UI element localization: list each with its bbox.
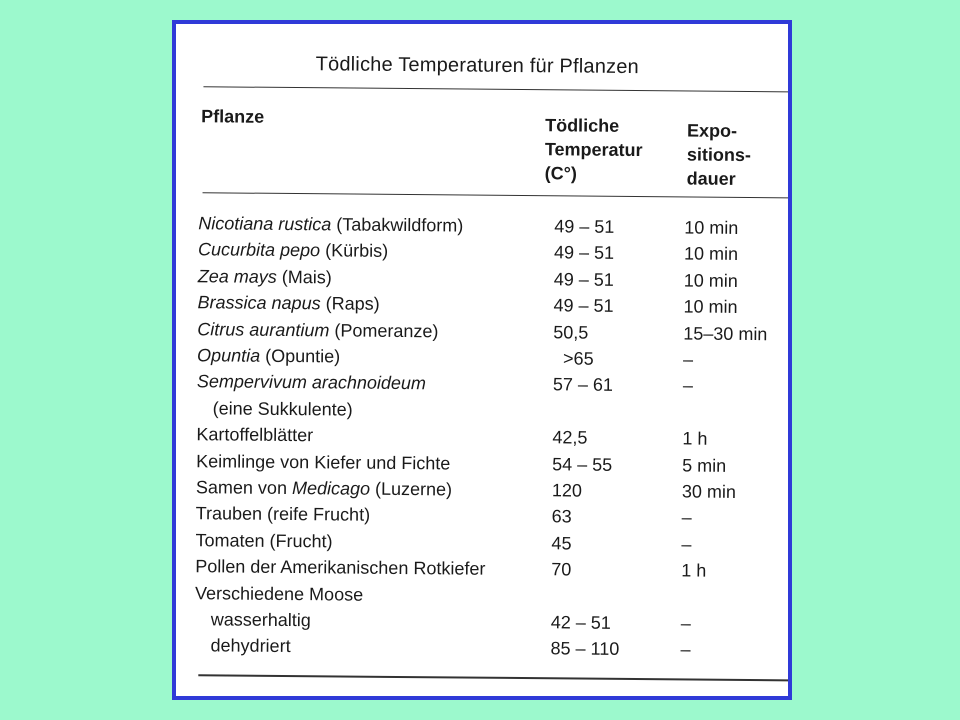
plant-name: (Pomeranze) [329,319,439,341]
temperature-cell: 54 – 55 [552,453,613,475]
plant-cell [198,210,463,238]
plant-cell [195,553,485,582]
plant-name: (Raps) [320,293,380,314]
exposure-cell: 15–30 min [683,323,768,344]
header-temperature-line: Tödliche [545,115,620,136]
bottom-rule [198,674,788,681]
exposure-cell: – [682,375,693,396]
top-rule [203,86,792,92]
plant-name: wasserhaltig [210,609,311,631]
temperature-cell: 42,5 [552,427,588,448]
temperature-cell: >65 [553,348,594,369]
header-plant: Pflanze [201,106,265,127]
header-temperature [545,113,643,186]
plant-cell [196,501,371,529]
plant-cell [198,237,388,265]
temperature-cell: 85 – 110 [550,638,620,660]
header-rule [203,192,792,198]
plant-name: (Kürbis) [320,240,389,262]
temperature-cell: 63 [551,506,572,527]
exposure-cell: 10 min [684,217,739,238]
plant-species: Medicago [291,478,371,499]
plant-cell [197,289,379,317]
plant-name: Verschiedene Moose [194,582,364,605]
table-row [172,632,783,663]
temperature-cell: 45 [551,533,572,554]
table-document [172,24,788,700]
plant-species: Brassica napus [197,292,321,314]
plant-name: (Luzerne) [369,478,453,500]
exposure-cell: 10 min [683,296,738,318]
plant-cell [195,527,332,554]
temperature-cell: 49 – 51 [553,242,615,264]
table-title: Tödliche Temperaturen für Pflanzen [315,53,640,79]
exposure-cell: – [683,349,694,370]
exposure-cell: 10 min [683,270,738,291]
temperature-cell: 57 – 61 [552,374,614,396]
plant-cell [196,448,450,476]
plant-cell [196,474,452,502]
header-exposure-line: dauer [686,168,736,189]
plant-name: (eine Sukkulente) [212,398,353,420]
exposure-cell: – [681,507,692,528]
plant-name: Kartoffelblätter [196,424,314,446]
exposure-cell: 5 min [682,455,727,476]
exposure-cell: 1 h [682,428,708,449]
plant-cell [210,633,290,660]
plant-cell [198,263,332,290]
plant-name: Pollen der Amerikanischen Rotkiefer [195,556,486,579]
exposure-cell: 10 min [683,243,739,265]
plant-species: Nicotiana rustica [198,213,332,235]
plant-name: dehydriert [210,635,291,657]
temperature-cell: 120 [551,480,583,501]
plant-species: Opuntia [197,345,261,366]
plant-cell [197,369,426,397]
plant-cell [197,342,340,369]
temperature-cell: 42 – 51 [550,612,611,633]
plant-name: (Tabakwildform) [331,214,464,236]
exposure-cell: – [681,534,692,555]
header-exposure-line: Expo- [687,120,738,141]
table-body [174,210,786,660]
header-temperature-line: (C°) [544,163,577,184]
exposure-cell: – [680,613,691,634]
header-exposure-line: sitions- [686,144,751,166]
plant-cell [213,395,353,422]
plant-cell [195,580,363,607]
plant-name: (Opuntie) [260,345,341,367]
plant-cell [197,316,438,344]
temperature-cell: 49 – 51 [554,216,615,237]
exposure-cell: 30 min [681,481,737,502]
header-exposure [687,118,752,191]
plant-name: Keimlinge von Kiefer und Fichte [196,450,451,474]
plant-name: Trauben (reife Frucht) [195,503,371,526]
temperature-cell: 49 – 51 [553,269,614,290]
temperature-cell: 70 [551,559,572,580]
header-temperature-line: Temperatur [544,139,643,161]
plant-prefix: Samen von [195,477,293,499]
plant-species: Zea mays [197,265,277,287]
temperature-cell: 50,5 [553,321,589,343]
plant-species: Citrus aurantium [197,318,330,340]
exposure-cell: – [680,639,691,660]
plant-name: Tomaten (Frucht) [195,529,333,552]
exposure-cell: 1 h [681,560,707,581]
plant-name: (Mais) [276,266,332,288]
plant-cell [196,421,313,448]
plant-cell [211,606,311,633]
document-frame [172,20,792,700]
temperature-cell: 49 – 51 [553,295,614,317]
plant-species: Sempervivum arachnoideum [196,371,427,394]
plant-species: Cucurbita pepo [197,239,321,261]
